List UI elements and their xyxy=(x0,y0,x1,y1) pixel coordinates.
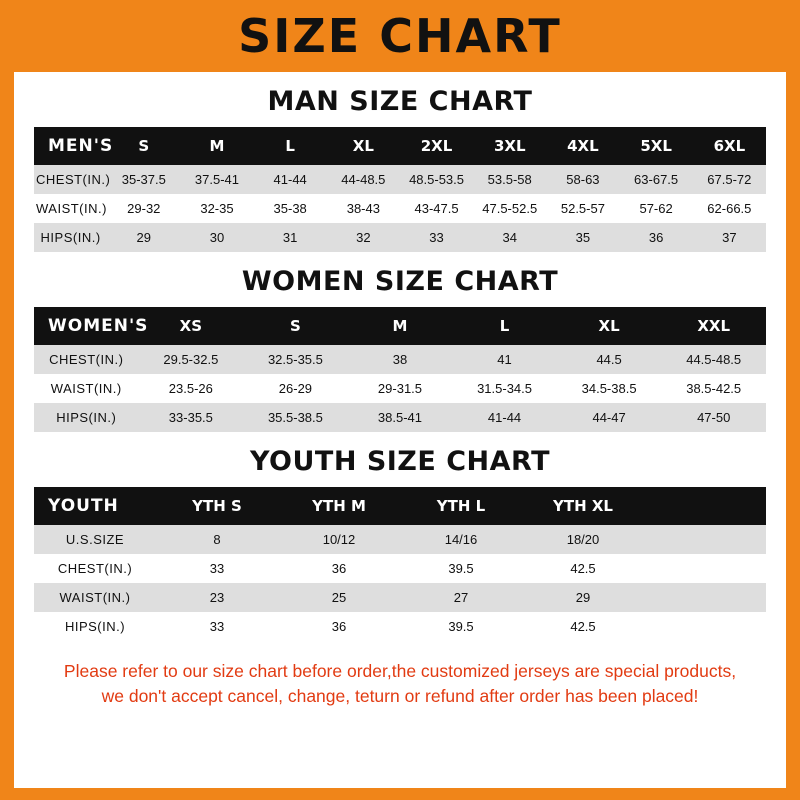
cell: 37.5-41 xyxy=(180,165,253,194)
cell: 36 xyxy=(620,223,693,252)
cell: 10/12 xyxy=(278,525,400,554)
section-youth xyxy=(34,446,766,641)
cell: 57-62 xyxy=(620,194,693,223)
youth-size-table xyxy=(34,487,766,641)
table-header-row xyxy=(34,307,766,345)
man-table-head xyxy=(34,127,766,165)
cell: 26-29 xyxy=(243,374,348,403)
cell: 38-43 xyxy=(327,194,400,223)
cell: 35.5-38.5 xyxy=(243,403,348,432)
row-label: CHEST(IN.) xyxy=(34,165,107,194)
cell: 42.5 xyxy=(522,554,644,583)
cell: 29 xyxy=(522,583,644,612)
man-col-header: M xyxy=(180,127,253,165)
cell: 36 xyxy=(278,554,400,583)
cell: 35-37.5 xyxy=(107,165,180,194)
cell: 63-67.5 xyxy=(620,165,693,194)
cell-spacer xyxy=(644,612,766,641)
cell: 32.5-35.5 xyxy=(243,345,348,374)
man-size-table xyxy=(34,127,766,252)
cell: 48.5-53.5 xyxy=(400,165,473,194)
row-label: WAIST(IN.) xyxy=(34,583,156,612)
youth-table-head xyxy=(34,487,766,525)
cell: 41 xyxy=(452,345,557,374)
footer-line-1: Please refer to our size chart before order,the customized jerseys are special products, xyxy=(63,661,737,681)
table-row xyxy=(34,374,766,403)
cell: 47-50 xyxy=(661,403,766,432)
section-title-women: WOMEN SIZE CHART xyxy=(241,266,559,297)
table-row xyxy=(34,223,766,252)
cell: 44-48.5 xyxy=(327,165,400,194)
section-title-youth: YOUTH SIZE CHART xyxy=(249,446,551,477)
man-header-label: MEN'S xyxy=(34,127,107,165)
row-label: HIPS(IN.) xyxy=(34,612,156,641)
cell: 43-47.5 xyxy=(400,194,473,223)
cell: 29 xyxy=(107,223,180,252)
man-col-header: 5XL xyxy=(620,127,693,165)
cell: 39.5 xyxy=(400,612,522,641)
table-row xyxy=(34,554,766,583)
table-row xyxy=(34,403,766,432)
women-col-header: XL xyxy=(557,307,662,345)
cell: 29-31.5 xyxy=(348,374,453,403)
section-man xyxy=(34,86,766,252)
cell: 29-32 xyxy=(107,194,180,223)
bottom-band xyxy=(0,788,800,800)
cell: 18/20 xyxy=(522,525,644,554)
cell: 67.5-72 xyxy=(693,165,766,194)
cell: 33-35.5 xyxy=(139,403,244,432)
cell: 39.5 xyxy=(400,554,522,583)
cell: 35 xyxy=(546,223,619,252)
row-label: U.S.SIZE xyxy=(34,525,156,554)
table-row xyxy=(34,194,766,223)
table-row xyxy=(34,345,766,374)
section-women xyxy=(34,266,766,432)
cell: 52.5-57 xyxy=(546,194,619,223)
table-row xyxy=(34,165,766,194)
man-col-header: 6XL xyxy=(693,127,766,165)
cell: 29.5-32.5 xyxy=(139,345,244,374)
cell: 33 xyxy=(156,554,278,583)
cell: 35-38 xyxy=(254,194,327,223)
cell: 34.5-38.5 xyxy=(557,374,662,403)
section-title-man: MAN SIZE CHART xyxy=(267,86,533,117)
cell: 31 xyxy=(254,223,327,252)
footer-note xyxy=(34,659,766,710)
row-label: WAIST(IN.) xyxy=(34,374,139,403)
table-row xyxy=(34,583,766,612)
table-row xyxy=(34,525,766,554)
page-title: SIZE CHART xyxy=(238,9,562,63)
cell: 32 xyxy=(327,223,400,252)
women-col-header: XS xyxy=(139,307,244,345)
cell: 38.5-41 xyxy=(348,403,453,432)
row-label: HIPS(IN.) xyxy=(34,223,107,252)
cell-spacer xyxy=(644,554,766,583)
youth-col-header-spacer xyxy=(644,487,766,525)
women-table-body xyxy=(34,345,766,432)
man-col-header: L xyxy=(254,127,327,165)
women-col-header: L xyxy=(452,307,557,345)
cell: 58-63 xyxy=(546,165,619,194)
cell: 44-47 xyxy=(557,403,662,432)
header-band xyxy=(14,0,786,72)
row-label: HIPS(IN.) xyxy=(34,403,139,432)
man-col-header: 2XL xyxy=(400,127,473,165)
women-col-header: S xyxy=(243,307,348,345)
cell: 23 xyxy=(156,583,278,612)
table-header-row xyxy=(34,127,766,165)
cell: 38 xyxy=(348,345,453,374)
cell: 38.5-42.5 xyxy=(661,374,766,403)
youth-col-header: YTH XL xyxy=(522,487,644,525)
man-col-header: S xyxy=(107,127,180,165)
youth-col-header: YTH S xyxy=(156,487,278,525)
table-header-row xyxy=(34,487,766,525)
women-size-table xyxy=(34,307,766,432)
women-col-header: XXL xyxy=(661,307,766,345)
cell: 36 xyxy=(278,612,400,641)
cell: 8 xyxy=(156,525,278,554)
youth-header-label: YOUTH xyxy=(34,487,156,525)
man-table-body xyxy=(34,165,766,252)
table-row xyxy=(34,612,766,641)
women-col-header: M xyxy=(348,307,453,345)
cell: 41-44 xyxy=(452,403,557,432)
cell: 14/16 xyxy=(400,525,522,554)
women-table-head xyxy=(34,307,766,345)
cell: 44.5 xyxy=(557,345,662,374)
cell: 30 xyxy=(180,223,253,252)
row-label: CHEST(IN.) xyxy=(34,554,156,583)
man-col-header: XL xyxy=(327,127,400,165)
cell: 37 xyxy=(693,223,766,252)
cell: 53.5-58 xyxy=(473,165,546,194)
cell: 25 xyxy=(278,583,400,612)
cell: 44.5-48.5 xyxy=(661,345,766,374)
man-col-header: 4XL xyxy=(546,127,619,165)
youth-col-header: YTH M xyxy=(278,487,400,525)
row-label: WAIST(IN.) xyxy=(34,194,107,223)
cell: 34 xyxy=(473,223,546,252)
row-label: CHEST(IN.) xyxy=(34,345,139,374)
cell: 27 xyxy=(400,583,522,612)
cell-spacer xyxy=(644,583,766,612)
chart-content xyxy=(14,86,786,710)
cell: 62-66.5 xyxy=(693,194,766,223)
cell: 33 xyxy=(156,612,278,641)
cell: 41-44 xyxy=(254,165,327,194)
cell: 31.5-34.5 xyxy=(452,374,557,403)
footer-line-2: we don't accept cancel, change, teturn or refund after order has been placed! xyxy=(101,686,699,707)
man-col-header: 3XL xyxy=(473,127,546,165)
youth-col-header: YTH L xyxy=(400,487,522,525)
cell: 32-35 xyxy=(180,194,253,223)
youth-table-body xyxy=(34,525,766,641)
cell: 33 xyxy=(400,223,473,252)
cell-spacer xyxy=(644,525,766,554)
cell: 23.5-26 xyxy=(139,374,244,403)
women-header-label: WOMEN'S xyxy=(34,307,139,345)
cell: 42.5 xyxy=(522,612,644,641)
cell: 47.5-52.5 xyxy=(473,194,546,223)
